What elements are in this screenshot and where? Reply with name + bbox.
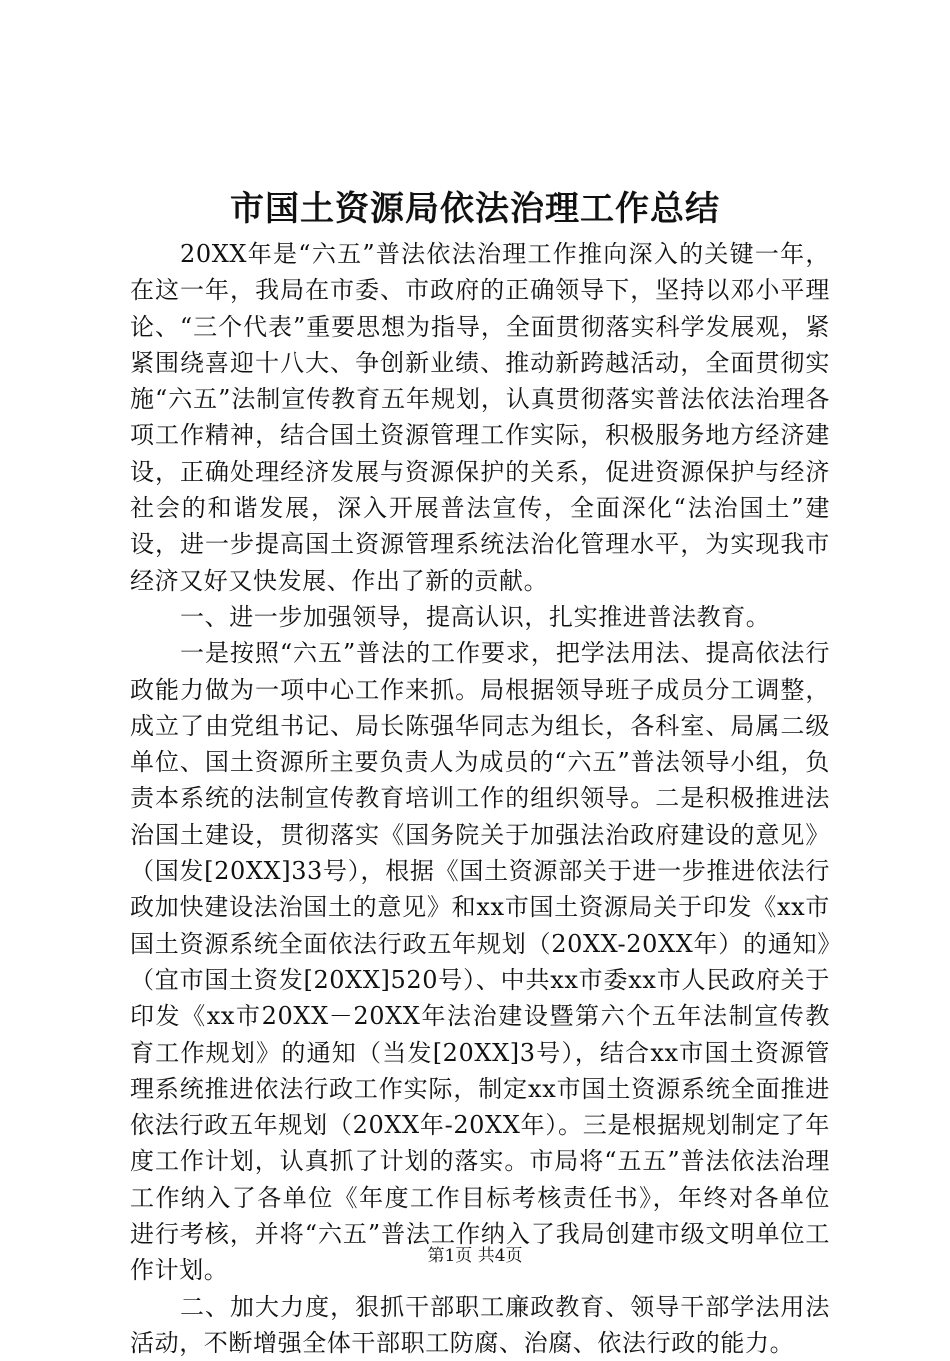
body-paragraph: 20XX年是“六五”普法依法治理工作推向深入的关键一年，在这一年，我局在市委、市政府的正确领导下，坚持以邓小平理论、“三个代表”重要思想为指导，全面贯彻落实科学发展观，紧紧围绕喜迎十八大、争创新业绩、推动新跨越活动，全面贯彻实施“六五”法制宣传教育五年规划，认真贯彻落实普法依法治理各项工作精神，结合国土资源管理工作实际，积极服务地方经济建设，正确处理经济发展与资源保护的关系，促进资源保护与经济社会的和谐发展，深入开展普法宣传，全面深化“法治国土”建设，进一步提高国土资源管理系统法治化管理水平，为实现我市经济又好又快发展、作出了新的贡献。 <box>130 240 830 595</box>
page-number-footer: 第1页 共4页 <box>427 1246 523 1266</box>
body-paragraph: 一是按照“六五”普法的工作要求，把学法用法、提高依法行政能力做为一项中心工作来抓。局根据领导班子成员分工调整，成立了由党组书记、局长陈强华同志为组长，各科室、局属二级单位、国土资源所主要负责人为成员的“六五”普法领导小组，负责本系统的法制宣传教育培训工作的组织领导。二是积极推进法治国土建设，贯彻落实《国务院关于加强法治政府建设的意见》（国发[20XX]33号），根据《国土资源部关于进一步推进依法行政加快建设法治国土的意见》和xx市国土资源局关于印发《xx市国土资源系统全面依法行政五年规划（20XX-20XX年）的通知》（宜市国土资发[20XX]520号）、中共xx市委xx市人民政府关于印发《xx市20XX－20XX年法治建设暨第六个五年法制宣传教育工作规划》的通知（当发[20XX]3号），结合xx市国土资源管理系统推进依法行政工作实际，制定xx市国土资源系统全面推进依法行政五年规划（20XX年-20XX年）。三是根据规划制定了年度工作计划，认真抓了计划的落实。市局将“五五”普法依法治理工作纳入了各单位《年度工作目标考核责任书》，年终对各单位进行考核，并将“六五”普法工作纳入了我局创建市级文明单位工作计划。 <box>130 639 830 1285</box>
document-title: 市国土资源局依法治理工作总结 <box>230 189 720 229</box>
document-body <box>130 236 830 1361</box>
section-heading: 一、进一步加强领导，提高认识，扎实推进普法教育。 <box>180 602 771 631</box>
section-heading: 二、加大力度，狠抓干部职工廉政教育、领导干部学法用法活动，不断增强全体干部职工防腐、治腐、依法行政的能力。 <box>130 1292 830 1357</box>
